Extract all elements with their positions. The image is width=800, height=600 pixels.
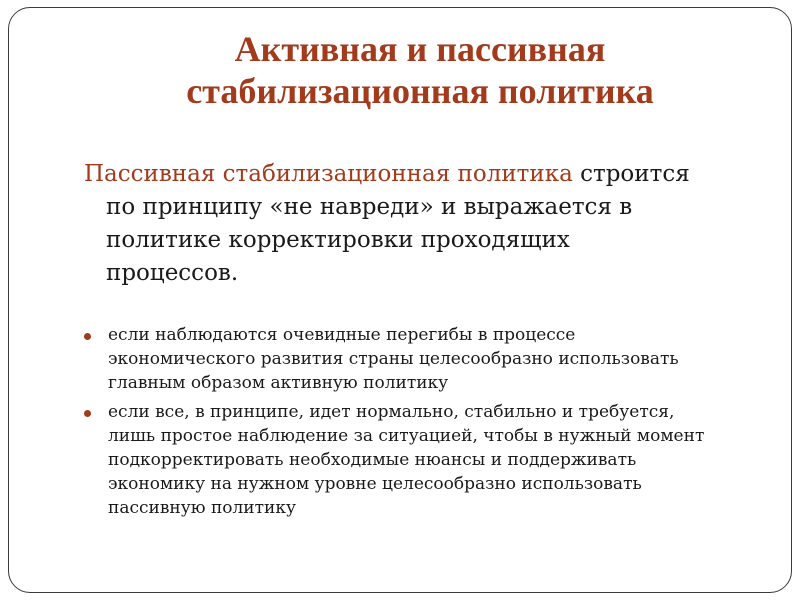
lead-paragraph — [84, 158, 764, 290]
title-line-2: стабилизационная политика — [186, 71, 654, 111]
lead-line-2: по принципу «не навреди» и выражается в — [106, 194, 633, 220]
bullet-2-line-4: экономику на нужном уровне целесообразно использовать — [108, 474, 642, 494]
bullet-2-line-2: лишь простое наблюдение за ситуацией, чтобы в нужный момент — [108, 426, 705, 446]
slide-title — [40, 28, 800, 112]
title-line-1: Активная и пассивная — [234, 29, 606, 69]
bullet-list — [84, 323, 774, 525]
lead-line-3: политике корректировки проходящих — [106, 227, 570, 253]
bullet-item-passive-policy — [84, 400, 774, 520]
lead-line-4: процессов. — [106, 260, 239, 286]
bullet-dot-icon — [84, 333, 91, 340]
bullet-dot-icon — [84, 410, 91, 417]
bullet-2-line-5: пассивную политику — [108, 498, 297, 518]
lead-first-rest: строится — [572, 161, 690, 187]
bullet-1-line-1: если наблюдаются очевидные перегибы в процессе — [108, 325, 576, 345]
bullet-2-line-3: подкорректировать необходимые нюансы и поддерживать — [108, 450, 637, 470]
bullet-1-line-2: экономического развития страны целесообразно использовать — [108, 349, 679, 369]
lead-accent-term: Пассивная стабилизационная политика — [84, 161, 573, 187]
bullet-1-line-3: главным образом активную политику — [108, 373, 449, 393]
bullet-2-line-1: если все, в принципе, идет нормально, стабильно и требуется, — [108, 402, 675, 422]
bullet-item-active-policy — [84, 323, 774, 395]
lead-first-line — [84, 158, 764, 191]
